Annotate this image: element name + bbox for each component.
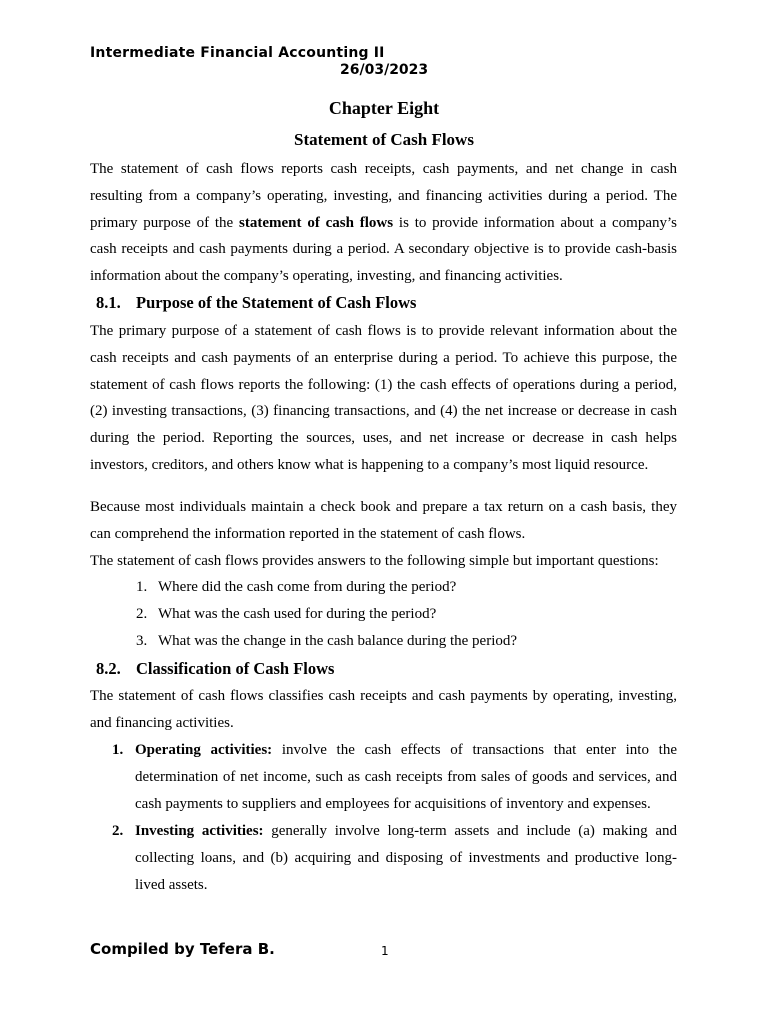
footer-page-number: 1 bbox=[381, 944, 389, 958]
list-text: What was the change in the cash balance during the period? bbox=[158, 633, 518, 649]
list-number: 1. bbox=[136, 579, 148, 595]
intro-text-2: is to provide information about a company’s cash receipts and cash payments during a period. A secondary objective is to provide cash-basis information about the company’s operating, investing, and financing activities. bbox=[90, 214, 678, 285]
header-course-title: Intermediate Financial Accounting II bbox=[90, 45, 385, 61]
list-text: involve the cash effects of transactions that enter into the determination of net income, such as cash receipts from sales of goods and services, and cash payments to suppliers and employees for acquisitions of inventory and expenses. bbox=[135, 742, 677, 812]
section-heading-8-2 bbox=[96, 659, 334, 679]
intro-text-1: The statement of cash flows reports cash receipts, cash payments, and net change in cash resulting from a company’s operating, investing, and financing activities during a period. The primary purpose of the bbox=[90, 161, 677, 231]
chapter-title: Chapter Eight bbox=[328, 98, 440, 118]
list-number: 2. bbox=[136, 606, 148, 622]
list-number: 2. bbox=[112, 823, 124, 839]
questions-intro: The statement of cash flows provides answers to the following simple but important questions: bbox=[90, 553, 659, 569]
header-date: 26/03/2023 bbox=[340, 62, 429, 78]
section-number: 8.2. bbox=[96, 659, 121, 678]
chapter-subtitle: Statement of Cash Flows bbox=[294, 130, 474, 149]
section-number: 8.1. bbox=[96, 293, 121, 312]
checkbook-paragraph: Because most individuals maintain a check book and prepare a tax return on a cash basis, they can comprehend the information reported in the statement of cash flows. bbox=[90, 499, 677, 542]
list-label: Operating activities: bbox=[135, 742, 273, 758]
list-number: 3. bbox=[136, 633, 148, 649]
list-text: Where did the cash come from during the period? bbox=[158, 579, 457, 595]
list-label: Investing activities: bbox=[135, 823, 264, 839]
purpose-paragraph: The primary purpose of a statement of cash flows is to provide relevant information about the cash receipts and cash payments of an enterprise during a period. To achieve this purpose, the statement of cash flows reports the following: (1) the cash effects of operations during a period, (2) investing transactions, (3) financing transactions, and (4) the net increase or decrease in cash during the period. Reporting the sources, uses, and net increase or decrease in cash helps investors, creditors, and others know what is happening to a company’s most liquid resource. bbox=[90, 323, 677, 473]
list-text: generally involve long-term assets and include (a) making and collecting loans, and (b) acquiring and disposing of investments and productive long-lived assets. bbox=[135, 823, 677, 893]
intro-paragraph bbox=[90, 156, 677, 290]
list-item bbox=[112, 737, 677, 817]
section-title: Purpose of the Statement of Cash Flows bbox=[136, 293, 417, 312]
classification-paragraph: The statement of cash flows classifies cash receipts and cash payments by operating, investing, and financing activities. bbox=[90, 688, 677, 731]
list-number: 1. bbox=[112, 742, 124, 758]
intro-bold-term: statement of cash flows bbox=[239, 214, 394, 231]
footer-compiled-by: Compiled by Tefera B. bbox=[90, 940, 275, 958]
list-text: What was the cash used for during the period? bbox=[158, 606, 437, 622]
section-heading-8-1 bbox=[96, 293, 416, 313]
list-item bbox=[112, 818, 677, 898]
section-title: Classification of Cash Flows bbox=[136, 659, 335, 678]
